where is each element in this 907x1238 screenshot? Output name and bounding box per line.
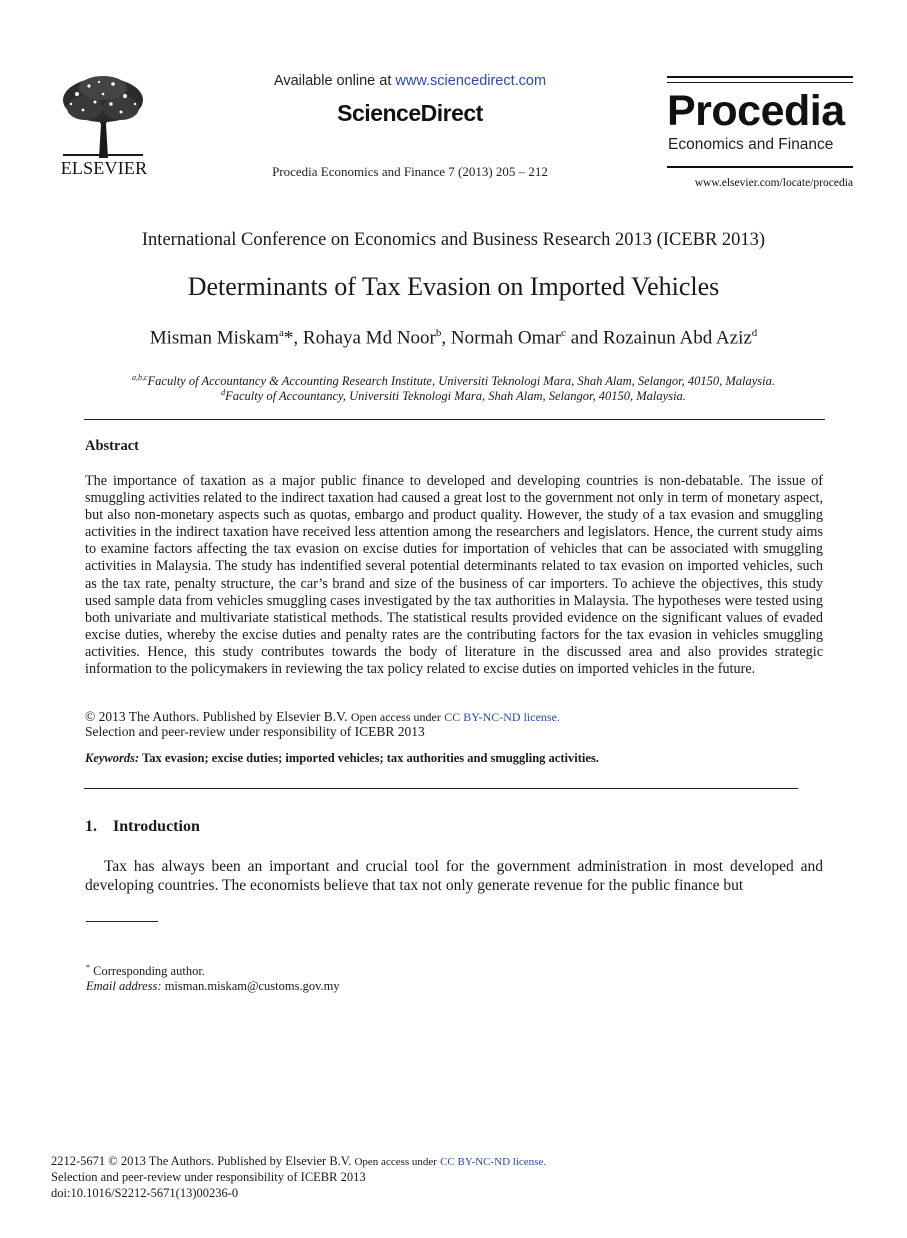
footer-copyright	[51, 1154, 546, 1169]
author-affiliation-mark: a	[279, 327, 284, 339]
paper-title: Determinants of Tax Evasion on Imported Vehicles	[187, 272, 720, 301]
section-number: 1.	[85, 818, 97, 835]
footer-open-access-text: Open access under	[354, 1156, 437, 1168]
footer-peer-review: Selection and peer-review under responsibility of ICEBR 2013	[51, 1170, 366, 1184]
keywords-text: Tax evasion; excise duties; imported vehicles; tax authorities and smuggling activities.	[142, 751, 599, 765]
journal-url[interactable]: www.elsevier.com/locate/procedia	[694, 177, 853, 189]
license-link[interactable]: CC BY-NC-ND license.	[444, 710, 560, 724]
header-divider	[84, 419, 825, 420]
copyright-text: © 2013 The Authors. Published by Elsevier B.V.	[85, 709, 348, 724]
procedia-rule-top	[667, 76, 853, 78]
affiliation	[0, 373, 907, 389]
author-name: Rohaya Md Noor	[302, 327, 436, 349]
elsevier-wordmark: ELSEVIER	[60, 158, 148, 178]
open-access-text: Open access under	[350, 710, 441, 724]
conference-name: International Conference on Economics and Business Research 2013 (ICEBR 2013)	[141, 230, 766, 250]
affiliation-mark: a,b,c	[131, 373, 148, 382]
keywords-line	[85, 751, 599, 766]
section-title: Introduction	[113, 818, 200, 835]
procedia-rule-bottom	[667, 166, 853, 168]
keywords-label: Keywords:	[85, 751, 140, 765]
author-separator: and	[566, 327, 603, 349]
affiliation-text: Faculty of Accountancy, Universiti Teknologi Mara, Shah Alam, Selangor, 40150, Malaysia.	[225, 389, 686, 404]
copyright-line	[85, 709, 560, 725]
author-name: Normah Omar	[450, 327, 562, 349]
sciencedirect-link[interactable]: www.sciencedirect.com	[395, 73, 547, 89]
email-address[interactable]: misman.miskam@customs.gov.my	[164, 979, 340, 993]
journal-citation: Procedia Economics and Finance 7 (2013) 205 – 212	[272, 164, 548, 179]
author-affiliation-mark: b	[435, 327, 442, 339]
footnote-mark: *	[86, 963, 90, 972]
peer-review-line: Selection and peer-review under responsibility of ICEBR 2013	[85, 724, 425, 739]
abstract-heading: Abstract	[85, 438, 139, 454]
footer-copyright-text: 2212-5671 © 2013 The Authors. Published by Elsevier B.V.	[51, 1154, 352, 1168]
available-prefix: Available online at	[273, 73, 396, 89]
email-label: Email address:	[86, 979, 162, 993]
author-affiliation-mark: c	[561, 327, 567, 339]
affiliation	[0, 388, 907, 404]
section-heading	[85, 818, 200, 836]
abstract-divider	[84, 788, 798, 789]
affiliation-mark: d	[221, 388, 226, 397]
corresponding-text: Corresponding author.	[93, 964, 205, 979]
footer-license-link[interactable]: CC BY-NC-ND license.	[440, 1156, 547, 1168]
procedia-journal-subtitle: Economics and Finance	[668, 136, 834, 153]
author-separator: ,	[441, 327, 451, 349]
introduction-body: Tax has always been an important and crucial tool for the government administration in most developed and developing countries. The economists believe that tax not only generate revenue for the public finance but	[85, 858, 823, 894]
author-name: Misman Miskam	[149, 327, 279, 349]
available-online-line	[250, 73, 570, 89]
corresponding-author-note	[86, 963, 205, 979]
abstract-body: The importance of taxation as a major public finance to developed and developing countries is non-debatable. The issue of smuggling activities related to the indirect taxation had caused a great lost to the government not only in term of monetary aspect, but also non-monetary aspects such as quotas, embargo and product quality. However, the study of a tax evasion and smuggling activities in the indirect taxation have received less attention among the researchers and legislators. Hence, the current study aims to examine factors affecting the tax evasion on excise duties for importation of vehicles that can be associated with smuggling activities in Malaysia. The study has indentified several potential determinants related to tax evasion on imported vehicles, such as the tax rate, penalty structure, the car’s brand and size of the business of car importers. To achieve the objectives, this study used sample data from vehicles smuggling cases investigated by the tax authorities in Malaysia. The hypotheses were tested using both univariate and multivariate statistical methods. The statistical results provided evidence on the significant values of evaded excise duties, whereby the excise duties and penalty rates are the contributing factors for the tax evasion in vehicles smuggling activities. Hence, this study contributes towards the body of literature in the discussed area and also provides strategic information to the policymakers in reviewing the tax policy related to excise duties on imported vehicles in the future.	[85, 473, 823, 678]
footer-doi[interactable]: doi:10.1016/S2212-5671(13)00236-0	[51, 1186, 239, 1200]
author-affiliation-mark: d	[751, 327, 758, 339]
author-list	[0, 327, 907, 349]
author-name: Rozainun Abd Aziz	[602, 327, 752, 349]
affiliation-text: Faculty of Accountancy & Accounting Research Institute, Universiti Teknologi Mara, Shah Alam, Selangor, 40150, Malaysia.	[147, 374, 776, 389]
sciencedirect-brand: ScienceDirect	[337, 100, 483, 126]
procedia-journal-title: Procedia	[667, 87, 845, 135]
email-line	[86, 979, 340, 994]
procedia-rule-top-thin	[667, 82, 853, 83]
footnote-divider	[86, 921, 158, 922]
author-separator: *,	[283, 327, 303, 349]
